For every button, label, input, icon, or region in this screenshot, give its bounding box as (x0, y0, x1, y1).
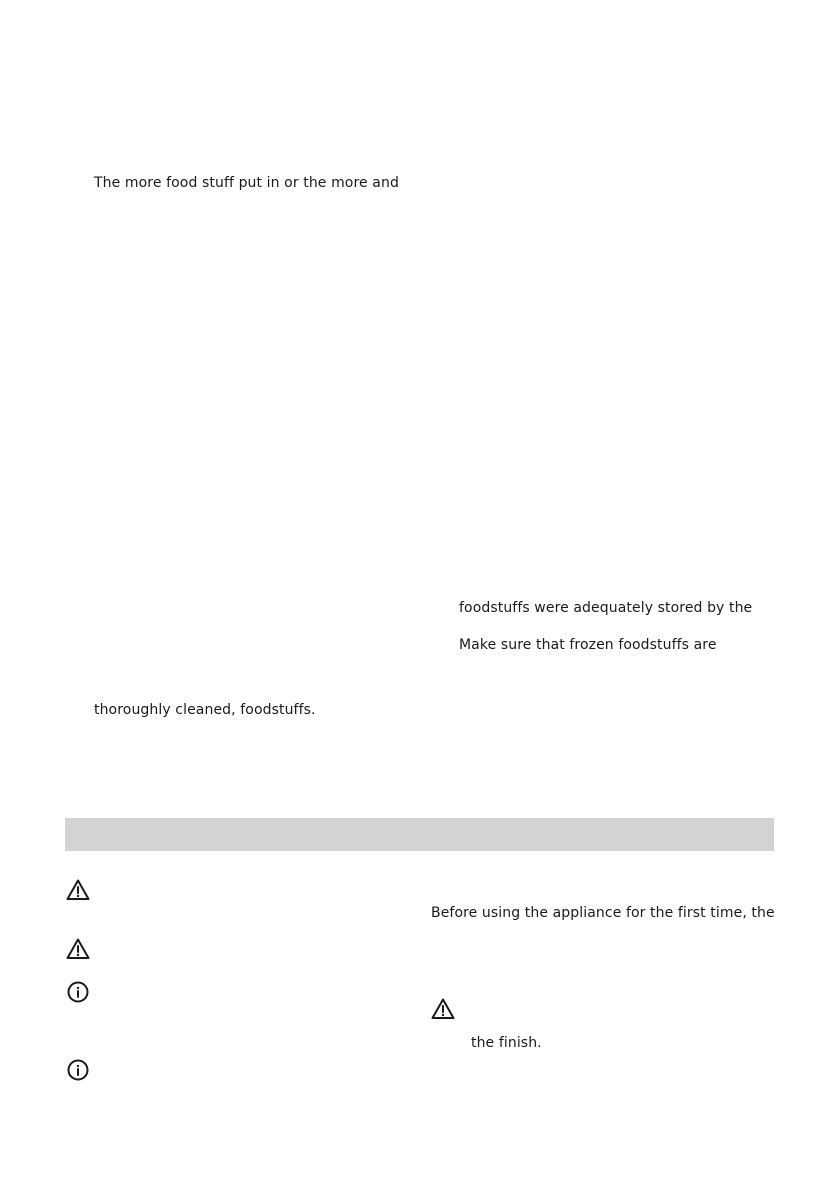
right-text-line-2: Make sure that frozen foodstuffs are (459, 637, 717, 653)
left-text-line-2: thoroughly cleaned, foodstuffs. (94, 702, 316, 718)
right-text-line-1: foodstuffs were adequately stored by the (459, 600, 753, 616)
left-text-line-1: The more food stuff put in or the more and (94, 175, 399, 191)
info-circle-icon (66, 980, 90, 1004)
section-heading-bar (65, 818, 774, 851)
lower-right-text-line-2: the finish. (471, 1035, 542, 1051)
warning-triangle-icon (66, 937, 90, 961)
lower-right-text-line-1: Before using the appliance for the first time, the (431, 905, 775, 921)
warning-triangle-icon (66, 878, 90, 902)
warning-triangle-icon (431, 997, 455, 1021)
info-circle-icon (66, 1058, 90, 1082)
